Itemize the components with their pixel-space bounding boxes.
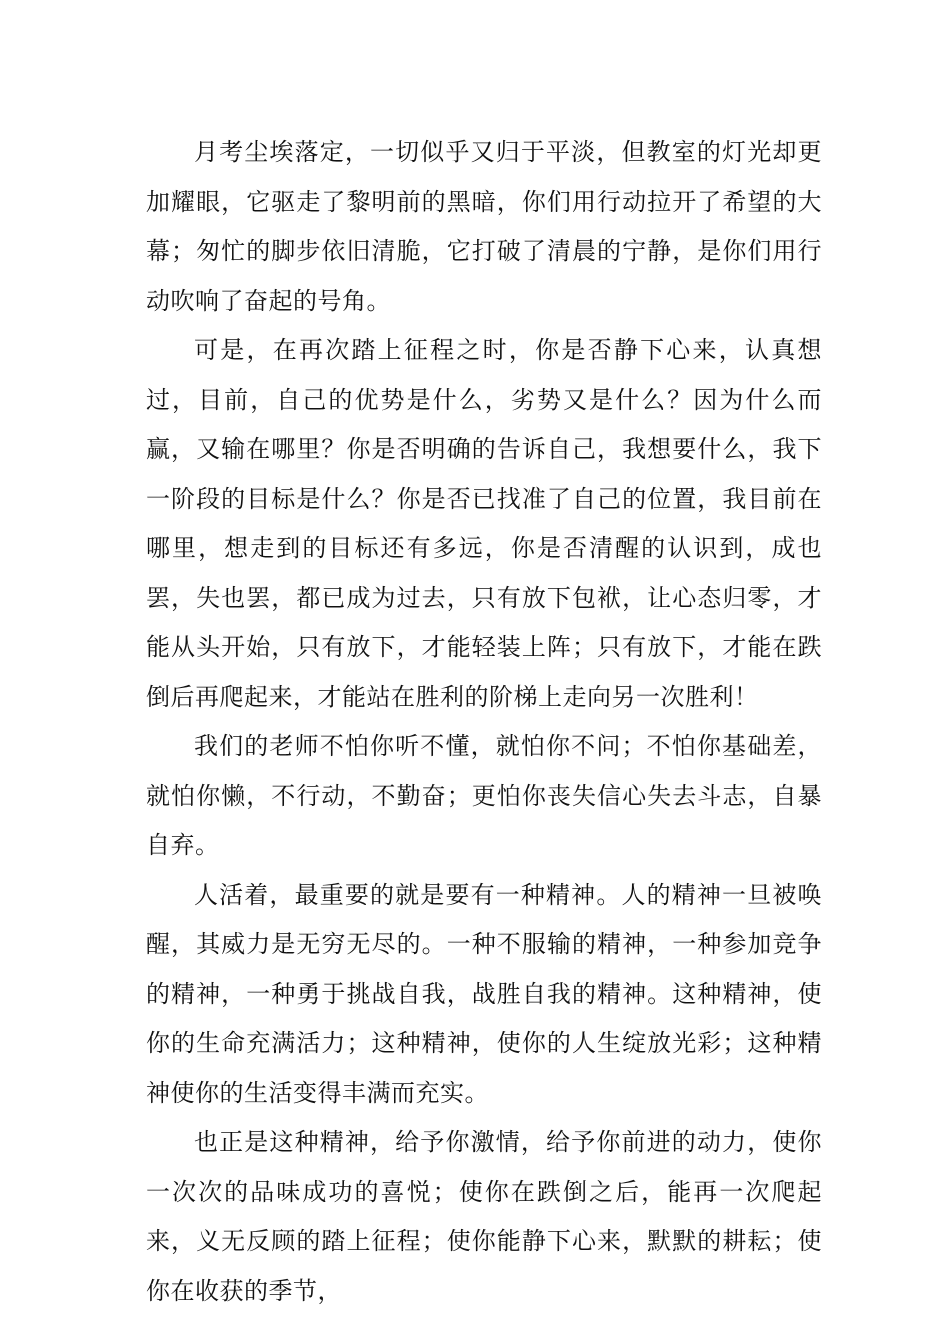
paragraph-1: 月考尘埃落定，一切似乎又归于平淡，但教室的灯光却更加耀眼，它驱走了黎明前的黑暗，你们用行动拉开了希望的大幕；匆忙的脚步依旧清脆，它打破了清晨的宁静，是你们用行动吹响了奋起的号角。 [146,138,822,315]
paragraph-5: 也正是这种精神，给予你激情，给予你前进的动力，使你一次次的品味成功的喜悦；使你在跌倒之后，能再一次爬起来，义无反顾的踏上征程；使你能静下心来，默默的耕耘；使你在收获的季节， [146,1128,822,1305]
paragraph-4: 人活着，最重要的就是要有一种精神。人的精神一旦被唤醒，其威力是无穷无尽的。一种不服输的精神，一种参加竞争的精神，一种勇于挑战自我，战胜自我的精神。这种精神，使你的生命充满活力；这种精神，使你的人生绽放光彩；这种精神使你的生活变得丰满而充实。 [146,880,822,1107]
paragraph-2: 可是，在再次踏上征程之时，你是否静下心来，认真想过，目前，自己的优势是什么，劣势又是什么？因为什么而赢，又输在哪里？你是否明确的告诉自己，我想要什么，我下一阶段的目标是什么？你是否已找准了自己的位置，我目前在哪里，想走到的目标还有多远，你是否清醒的认识到，成也罢，失也罢，都已成为过去，只有放下包袱，让心态归零，才能从头开始，只有放下，才能轻装上阵；只有放下，才能在跌倒后再爬起来，才能站在胜利的阶梯上走向另一次胜利！ [146,336,822,711]
paragraph-3: 我们的老师不怕你听不懂，就怕你不问；不怕你基础差，就怕你懒，不行动，不勤奋；更怕你丧失信心失去斗志，自暴自弃。 [146,732,822,859]
document-body [146,128,822,1316]
